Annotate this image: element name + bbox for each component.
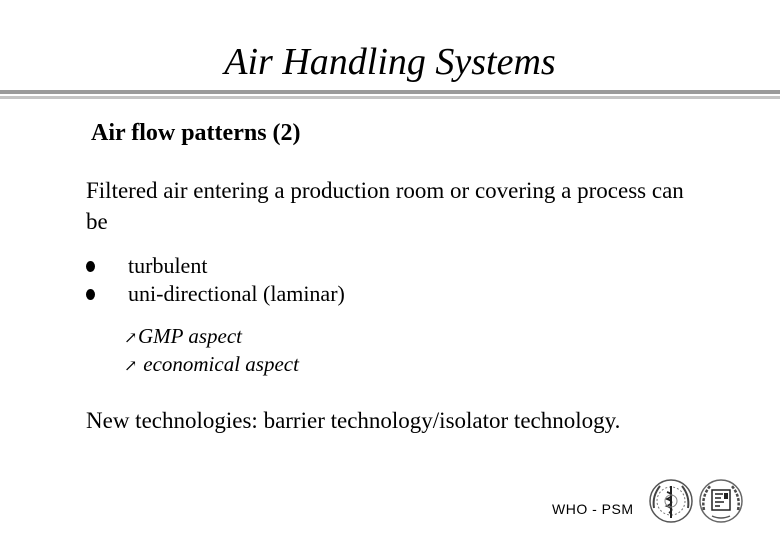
sub-bullet-list — [124, 322, 299, 378]
bullet-icon — [86, 261, 95, 272]
intro-text: Filtered air entering a production room or covering a process can be — [86, 178, 684, 234]
bullet-icon — [86, 289, 95, 300]
bullet-text: uni-directional (laminar) — [128, 281, 345, 306]
sub-bullet-text: economical aspect — [143, 352, 299, 376]
who-emblem-icon — [648, 478, 694, 524]
title-rule-dark — [0, 90, 780, 94]
bullet-text: turbulent — [128, 253, 208, 278]
diagonal-arrow-icon: ↗ — [124, 358, 138, 375]
psm-emblem-icon — [698, 478, 744, 524]
slide-subtitle: Air flow patterns (2) — [91, 120, 301, 146]
list-item — [124, 322, 299, 350]
diagonal-arrow-icon: ↗ — [124, 330, 138, 347]
brand-label: WHO - PSM — [552, 501, 634, 517]
list-item — [124, 350, 299, 378]
footer-text: New technologies: barrier technology/isolator technology. — [86, 408, 621, 433]
slide-title: Air Handling Systems — [224, 41, 556, 83]
title-rule-light — [0, 96, 780, 99]
sub-bullet-text: GMP aspect — [138, 324, 243, 348]
